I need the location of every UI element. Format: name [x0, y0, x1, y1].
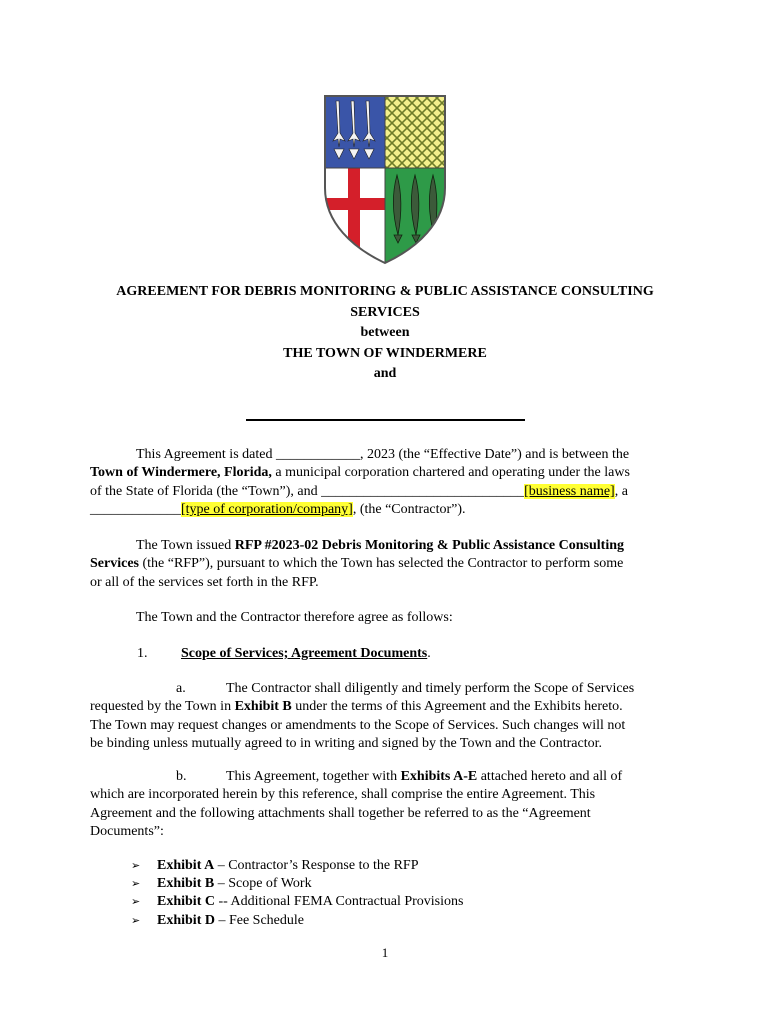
title-line-4: THE TOWN OF WINDERMERE	[283, 345, 487, 361]
exhibit-description: – Fee Schedule	[214, 912, 304, 928]
para-a-line-2: requested by the Town in	[90, 699, 235, 715]
exhibit-name: Exhibit D	[157, 912, 215, 928]
para-b-line-3: Agreement and the following attachments shall together be referred to as the “Agreement	[90, 805, 591, 821]
title-line-2: SERVICES	[350, 304, 420, 320]
paragraph-b-label: b.	[176, 769, 187, 784]
rfp-title: RFP #2023-02 Debris Monitoring & Public Assistance Consulting	[234, 538, 624, 553]
list-item	[131, 857, 463, 875]
list-item	[131, 875, 463, 893]
para-b-line-1: This Agreement, together with	[226, 769, 401, 784]
rfp-title-end: Services	[90, 556, 139, 572]
exhibits-a-e-ref: Exhibits A-E	[400, 769, 478, 784]
intro-line-4: _____________	[90, 502, 181, 518]
intro-line-4-end: , (the “Contractor”).	[352, 502, 466, 518]
section-1-number: 1.	[137, 646, 148, 661]
list-item	[131, 912, 463, 930]
arrow-bullet-icon: ➢	[131, 860, 141, 872]
para-b-line-1-end: attached hereto and all of	[477, 769, 623, 784]
section-1-title-text: Scope of Services; Agreement Documents	[181, 646, 428, 661]
list-item	[131, 893, 463, 911]
town-name: Town of Windermere, Florida,	[90, 465, 272, 481]
para-a-line-3: The Town may request changes or amendments to the Scope of Services. Such changes will not	[90, 717, 626, 733]
intro-line-1: This Agreement is dated ____________, 2023 (the “Effective Date”) and is between the	[136, 447, 630, 462]
page-number: 1	[381, 945, 389, 960]
rfp-line-1: The Town issued	[136, 538, 235, 553]
intro-line-2: a municipal corporation chartered and operating under the laws	[271, 465, 630, 481]
rfp-line-3: or all of the services set forth in the RFP.	[90, 574, 319, 590]
intro-line-3-end: , a	[614, 483, 628, 499]
title-line-1: AGREEMENT FOR DEBRIS MONITORING & PUBLIC ASSISTANCE CONSULTING	[116, 284, 654, 299]
section-1-title-period: .	[427, 646, 431, 661]
exhibit-name: Exhibit B	[157, 876, 215, 892]
exhibit-description: -- Additional FEMA Contractual Provisions	[214, 894, 464, 910]
business-name-placeholder: [business name]	[524, 483, 615, 499]
exhibit-description: – Contractor’s Response to the RFP	[214, 858, 419, 873]
intro-paragraph	[90, 446, 690, 520]
title-line-5: and	[373, 366, 397, 381]
para-a-line-1: The Contractor shall diligently and timely perform the Scope of Services	[226, 681, 635, 696]
paragraph-a	[90, 680, 690, 754]
exhibit-description: – Scope of Work	[214, 876, 312, 892]
section-1-title	[181, 646, 431, 662]
arrow-bullet-icon: ➢	[131, 896, 141, 909]
arrow-bullet-icon: ➢	[131, 914, 141, 927]
agreement-statement	[90, 609, 690, 627]
corporation-type-placeholder: [type of corporation/company]	[181, 502, 353, 518]
agreement-title	[0, 282, 770, 385]
intro-line-3: of the State of Florida (the “Town”), and _____________________________	[90, 483, 525, 499]
para-b-line-2: which are incorporated herein by this reference, shall comprise the entire Agreement. This	[90, 787, 596, 803]
paragraph-b	[90, 768, 690, 842]
exhibit-list	[131, 857, 463, 930]
town-crest-logo	[322, 93, 448, 266]
para-a-line-2-end: under the terms of this Agreement and the Exhibits hereto.	[291, 699, 623, 715]
agree-text: The Town and the Contractor therefore agree as follows:	[136, 610, 453, 625]
paragraph-a-label: a.	[176, 681, 186, 696]
exhibit-b-ref: Exhibit B	[234, 699, 292, 715]
rfp-line-2: (the “RFP”), pursuant to which the Town has selected the Contractor to perform some	[138, 556, 624, 572]
arrow-bullet-icon: ➢	[131, 878, 141, 891]
contractor-name-blank-line	[246, 419, 525, 421]
para-a-line-4: be binding unless mutually agreed to in writing and signed by the Town and the Contractor.	[90, 736, 603, 752]
exhibit-name: Exhibit C	[157, 894, 215, 910]
title-line-3: between	[360, 325, 410, 340]
para-b-line-4: Documents”:	[90, 824, 164, 840]
rfp-paragraph	[90, 537, 690, 592]
exhibit-name: Exhibit A	[157, 858, 215, 873]
